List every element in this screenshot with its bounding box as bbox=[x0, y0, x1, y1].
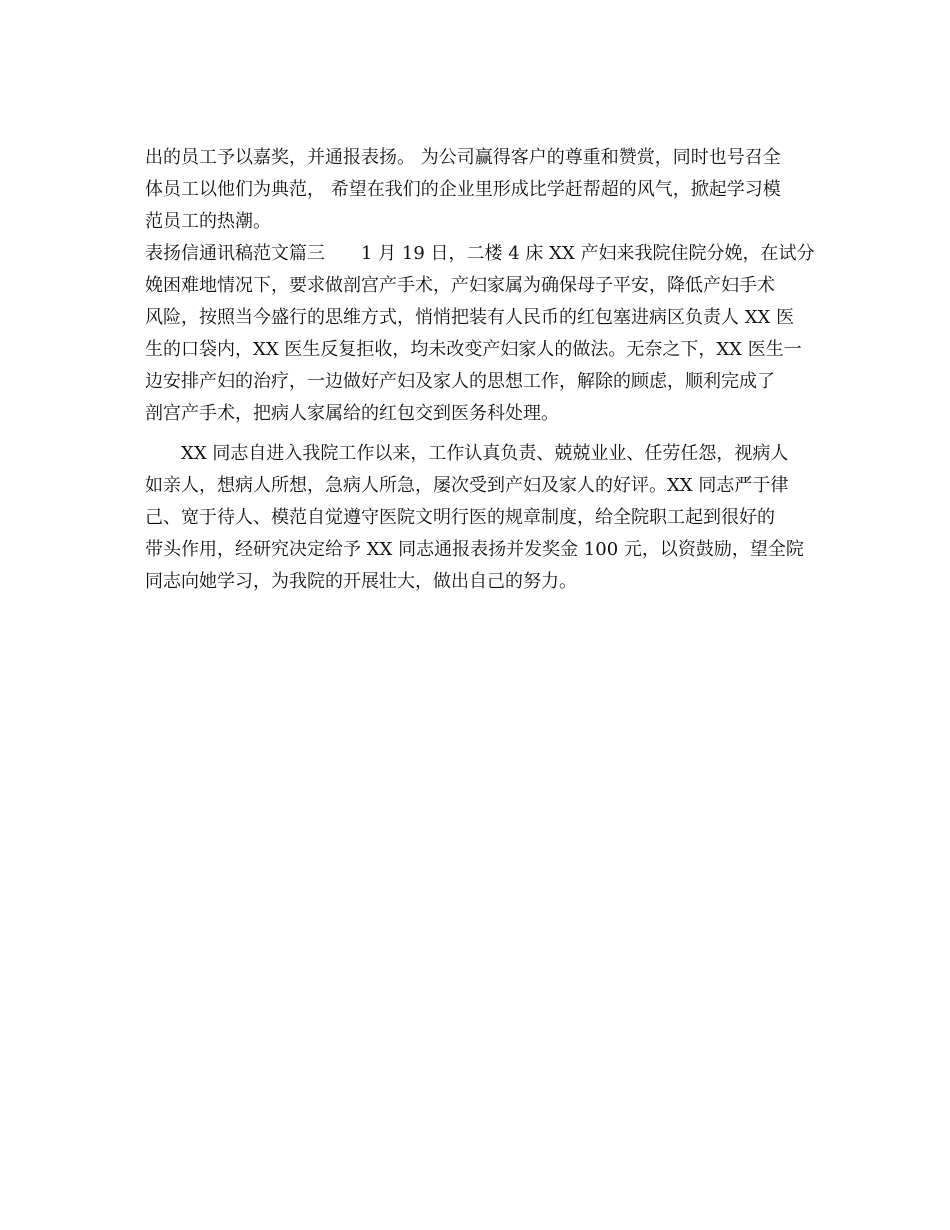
text-line: 如亲人，想病人所想，急病人所急，屡次受到产妇及家人的好评。XX 同志严于律 bbox=[145, 475, 789, 496]
text-line: 风险，按照当今盛行的思维方式，悄悄把装有人民币的红包塞进病区负责人 XX 医 bbox=[145, 307, 795, 328]
section-heading-line: 表扬信通讯稿范文篇三 1 月 19 日，二楼 4 床 XX 产妇来我院住院分娩，在试分 bbox=[145, 243, 815, 264]
paragraph-gap bbox=[145, 430, 810, 438]
text-line: 体员工以他们为典范， 希望在我们的企业里形成比学赶帮超的风气，掀起学习模 bbox=[145, 179, 781, 200]
text-line: 己、宽于待人、模范自觉遵守医院文明行医的规章制度，给全院职工起到很好的 bbox=[145, 507, 775, 528]
document-body bbox=[145, 142, 815, 598]
text-line: 边安排产妇的治疗，一边做好产妇及家人的思想工作，解除的顾虑，顺利完成了 bbox=[145, 371, 775, 392]
paragraph-start-line: XX 同志自进入我院工作以来，工作认真负责、兢兢业业、任劳任怨，视病人 bbox=[145, 443, 789, 464]
text-line: 出的员工予以嘉奖，并通报表扬。 为公司赢得客户的尊重和赞赏，同时也号召全 bbox=[145, 147, 781, 168]
text-line: 同志向她学习，为我院的开展壮大，做出自己的努力。 bbox=[145, 571, 577, 592]
text-line: 娩困难地情况下，要求做剖宫产手术，产妇家属为确保母子平安，降低产妇手术 bbox=[145, 275, 775, 296]
text-line: 生的口袋内，XX 医生反复拒收，均未改变产妇家人的做法。无奈之下，XX 医生一 bbox=[145, 339, 802, 360]
text-line: 带头作用，经研究决定给予 XX 同志通报表扬并发奖金 100 元，以资鼓励，望全院 bbox=[145, 539, 804, 560]
text-line: 范员工的热潮。 bbox=[145, 211, 271, 232]
text-line: 剖宫产手术，把病人家属给的红包交到医务科处理。 bbox=[145, 403, 559, 424]
